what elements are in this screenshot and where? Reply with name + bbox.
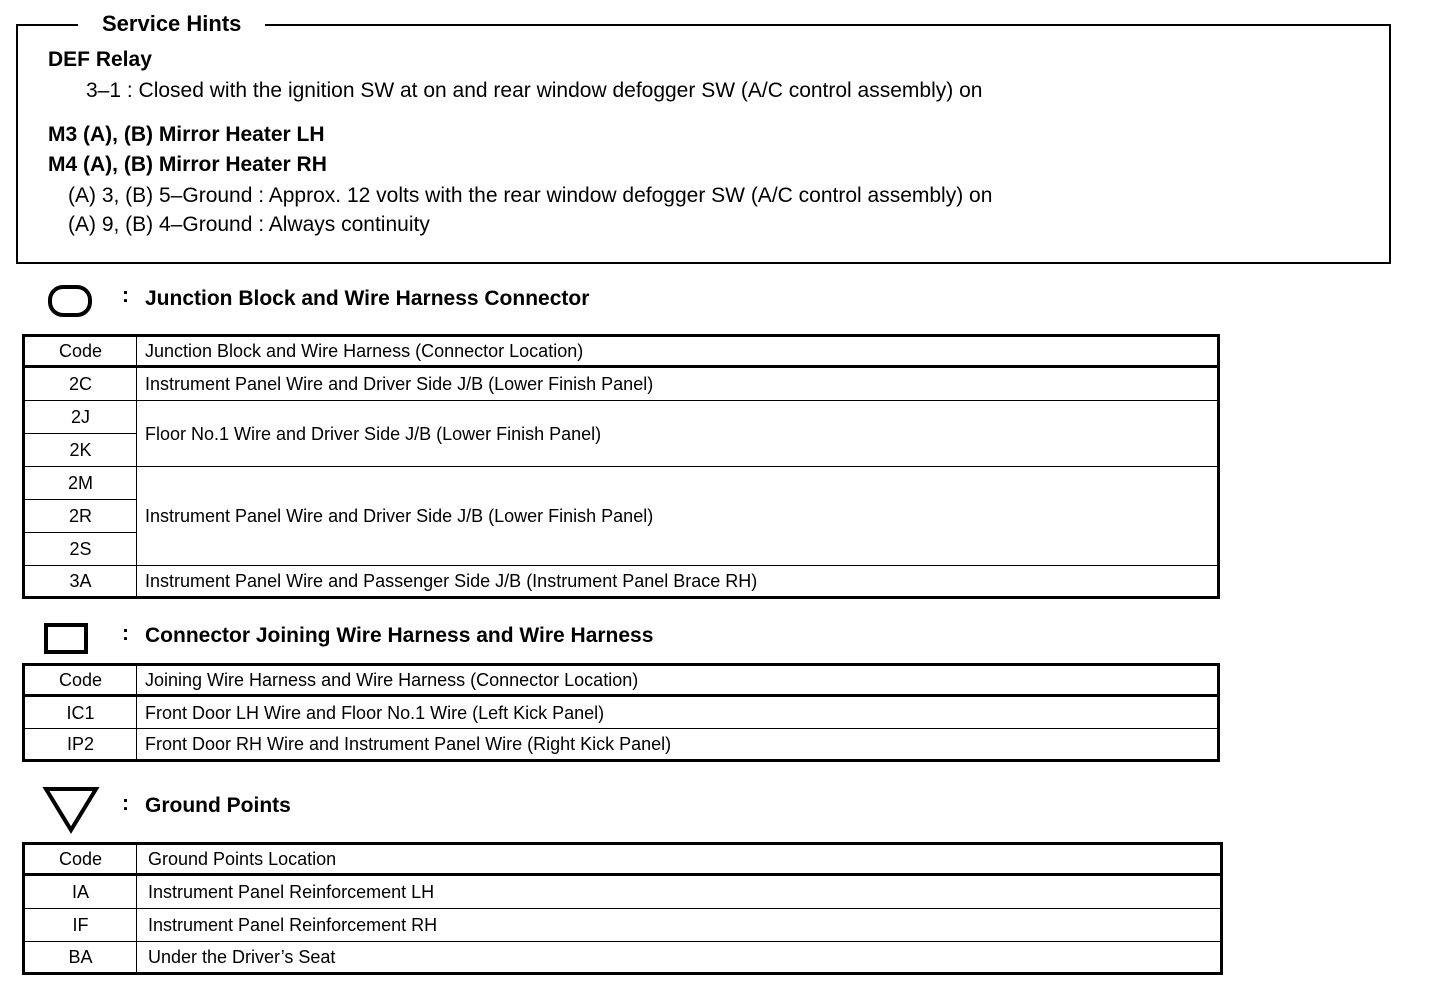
location-header: Junction Block and Wire Harness (Connector Location) — [137, 336, 1219, 367]
table-row — [24, 875, 1222, 909]
code-cell: BA — [24, 942, 137, 974]
code-cell: IA — [24, 875, 137, 909]
junction-block-title: Junction Block and Wire Harness Connector — [145, 287, 590, 310]
table-header-row — [24, 336, 1219, 367]
junction-block-table — [22, 334, 1220, 599]
code-cell: IC1 — [24, 696, 137, 729]
code-cell: IP2 — [24, 729, 137, 761]
location-header: Joining Wire Harness and Wire Harness (Connector Location) — [137, 665, 1219, 696]
junction-block-colon: : — [122, 284, 129, 307]
junction-block-oval-icon — [46, 284, 94, 318]
location-cell: Instrument Panel Reinforcement LH — [137, 875, 1222, 909]
location-cell: Instrument Panel Wire and Driver Side J/B (Lower Finish Panel) — [137, 467, 1219, 566]
service-hints-title: Service Hints — [78, 10, 265, 38]
location-cell: Front Door LH Wire and Floor No.1 Wire (Left Kick Panel) — [137, 696, 1219, 729]
location-header: Ground Points Location — [137, 844, 1222, 875]
connector-joining-colon: : — [122, 622, 129, 645]
def-relay-line: 3–1 : Closed with the ignition SW at on and rear window defogger SW (A/C control assembly) on — [86, 79, 983, 102]
mirror-heater-rh-heading: M4 (A), (B) Mirror Heater RH — [48, 153, 327, 176]
code-cell: 2S — [24, 533, 137, 566]
location-cell: Front Door RH Wire and Instrument Panel Wire (Right Kick Panel) — [137, 729, 1219, 761]
code-cell: 2C — [24, 367, 137, 401]
code-cell: 2K — [24, 434, 137, 467]
connector-square-icon — [44, 623, 90, 655]
def-relay-heading: DEF Relay — [48, 48, 152, 71]
table-row — [24, 696, 1219, 729]
location-cell: Floor No.1 Wire and Driver Side J/B (Lower Finish Panel) — [137, 401, 1219, 467]
table-header-row — [24, 844, 1222, 875]
table-row — [24, 367, 1219, 401]
code-cell: 3A — [24, 566, 137, 598]
table-row — [24, 467, 1219, 500]
ground-points-title: Ground Points — [145, 794, 291, 817]
ground-points-table — [22, 842, 1223, 975]
mirror-heater-line-2: (A) 9, (B) 4–Ground : Always continuity — [68, 213, 430, 236]
location-cell: Under the Driver’s Seat — [137, 942, 1222, 974]
code-cell: 2M — [24, 467, 137, 500]
code-cell: 2R — [24, 500, 137, 533]
code-cell: IF — [24, 909, 137, 942]
location-cell: Instrument Panel Wire and Passenger Side J/B (Instrument Panel Brace RH) — [137, 566, 1219, 598]
code-header: Code — [24, 844, 137, 875]
table-row — [24, 566, 1219, 598]
code-header: Code — [24, 665, 137, 696]
table-row — [24, 942, 1222, 974]
table-row — [24, 729, 1219, 761]
location-cell: Instrument Panel Wire and Driver Side J/B (Lower Finish Panel) — [137, 367, 1219, 401]
code-cell: 2J — [24, 401, 137, 434]
mirror-heater-line-1: (A) 3, (B) 5–Ground : Approx. 12 volts with the rear window defogger SW (A/C control assembly) on — [68, 184, 993, 207]
code-header: Code — [24, 336, 137, 367]
connector-joining-table — [22, 663, 1220, 762]
table-row — [24, 909, 1222, 942]
ground-triangle-icon — [42, 785, 100, 835]
mirror-heater-lh-heading: M3 (A), (B) Mirror Heater LH — [48, 123, 325, 146]
location-cell: Instrument Panel Reinforcement RH — [137, 909, 1222, 942]
ground-points-colon: : — [122, 792, 129, 815]
table-row — [24, 401, 1219, 434]
table-header-row — [24, 665, 1219, 696]
connector-joining-title: Connector Joining Wire Harness and Wire Harness — [145, 624, 654, 647]
